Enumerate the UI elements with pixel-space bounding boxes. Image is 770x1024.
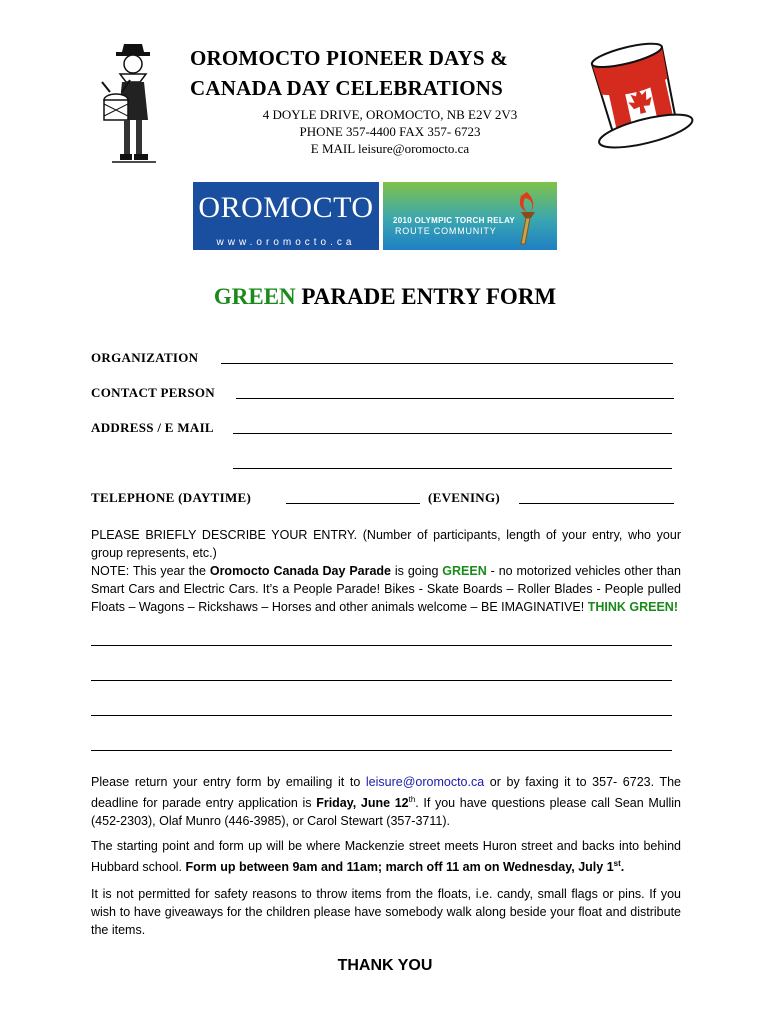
return-text-b: or by faxing it to 357- 6723. The deadline for parade entry application is — [91, 775, 681, 811]
note-bold: Oromocto Canada Day Parade — [209, 564, 392, 578]
form-up-end: . — [620, 860, 625, 875]
description-line-1[interactable] — [91, 645, 672, 646]
form-up-text: The starting point and form up will be where Mackenzie street meets Huron street and backs into behind Hubbard school. — [91, 839, 681, 875]
note-prefix: NOTE: This year the — [91, 564, 210, 578]
describe-entry-text — [91, 526, 681, 616]
form-up-paragraph — [91, 837, 681, 876]
address-email-label: ADDRESS / E MAIL — [91, 420, 214, 435]
description-line-4[interactable] — [91, 750, 672, 751]
form-up-sup: st — [613, 859, 621, 868]
return-text-c: . If you have questions please call Sean Mullin (452-2303), Olaf Munro (446-3985), or Carol Stewart (357-3711). — [91, 796, 681, 829]
telephone-daytime-field[interactable] — [286, 503, 420, 504]
header-phone: PHONE 357-4400 FAX 357- 6723 — [299, 124, 481, 139]
form-title — [0, 284, 770, 310]
email-link[interactable]: leisure@oromocto.ca — [365, 775, 485, 789]
return-text-a: Please return your entry form by emailing it to — [91, 775, 366, 789]
note-rest: - no motorized vehicles other than Smart Cars and Electric Cars. It’s a People Parade! Bikes - Skate Boards – Roller Blades - People pulled Floats – Wagons – Rickshaws – Horses and other animals welcome – BE IMAGINATIVE! — [91, 564, 682, 614]
address-email-field-line2[interactable] — [233, 468, 672, 469]
oromocto-logo — [193, 182, 379, 250]
pioneer-drummer-icon — [100, 42, 166, 168]
note-mid: is going — [391, 564, 443, 578]
oromocto-logo-name: OROMOCTO — [198, 191, 374, 224]
telephone-evening-field[interactable] — [519, 503, 674, 504]
form-title-rest: PARADE ENTRY FORM — [295, 284, 557, 309]
header-title-line2: CANADA DAY CELEBRATIONS — [190, 76, 504, 100]
telephone-evening-label: (EVENING) — [428, 490, 501, 505]
deadline-sup: th — [408, 795, 416, 804]
note-green: GREEN — [442, 564, 487, 578]
organization-label: ORGANIZATION — [91, 350, 199, 365]
torch-logo-line2: ROUTE COMMUNITY — [395, 226, 497, 236]
deadline-date: Friday, June 12 — [316, 796, 409, 811]
description-line-3[interactable] — [91, 715, 672, 716]
torch-relay-logo — [383, 182, 557, 250]
header-address: 4 DOYLE DRIVE, OROMOCTO, NB E2V 2V3 — [262, 107, 518, 122]
header-email: E MAIL leisure@oromocto.ca — [310, 141, 470, 156]
think-green: THINK GREEN! — [587, 600, 678, 614]
safety-paragraph: It is not permitted for safety reasons to throw items from the floats, i.e. candy, small flags or pins. If you wish to have giveaways for the children please have somebody walk along beside your float and distribute the items. — [91, 887, 681, 937]
contact-person-field[interactable] — [236, 398, 674, 399]
header-title-line1: OROMOCTO PIONEER DAYS & — [190, 46, 508, 70]
organization-field[interactable] — [221, 363, 673, 364]
form-up-bold: Form up between 9am and 11am; march off 11 am on Wednesday, July 1 — [185, 860, 614, 875]
address-email-field[interactable] — [233, 433, 672, 434]
form-title-green: GREEN — [213, 284, 296, 309]
torch-logo-line1: 2010 OLYMPIC TORCH RELAY — [393, 216, 516, 225]
contact-person-label: CONTACT PERSON — [91, 385, 215, 400]
description-line-2[interactable] — [91, 680, 672, 681]
oromocto-logo-url: www.oromocto.ca — [216, 237, 356, 248]
describe-instruction: PLEASE BRIEFLY DESCRIBE YOUR ENTRY. (Number of participants, length of your entry, who your group represents, etc.) — [91, 528, 681, 560]
telephone-daytime-label: TELEPHONE (DAYTIME) — [91, 490, 252, 505]
note-paragraph — [91, 562, 681, 616]
return-paragraph — [91, 773, 681, 830]
thank-you: THANK YOU — [337, 957, 433, 974]
